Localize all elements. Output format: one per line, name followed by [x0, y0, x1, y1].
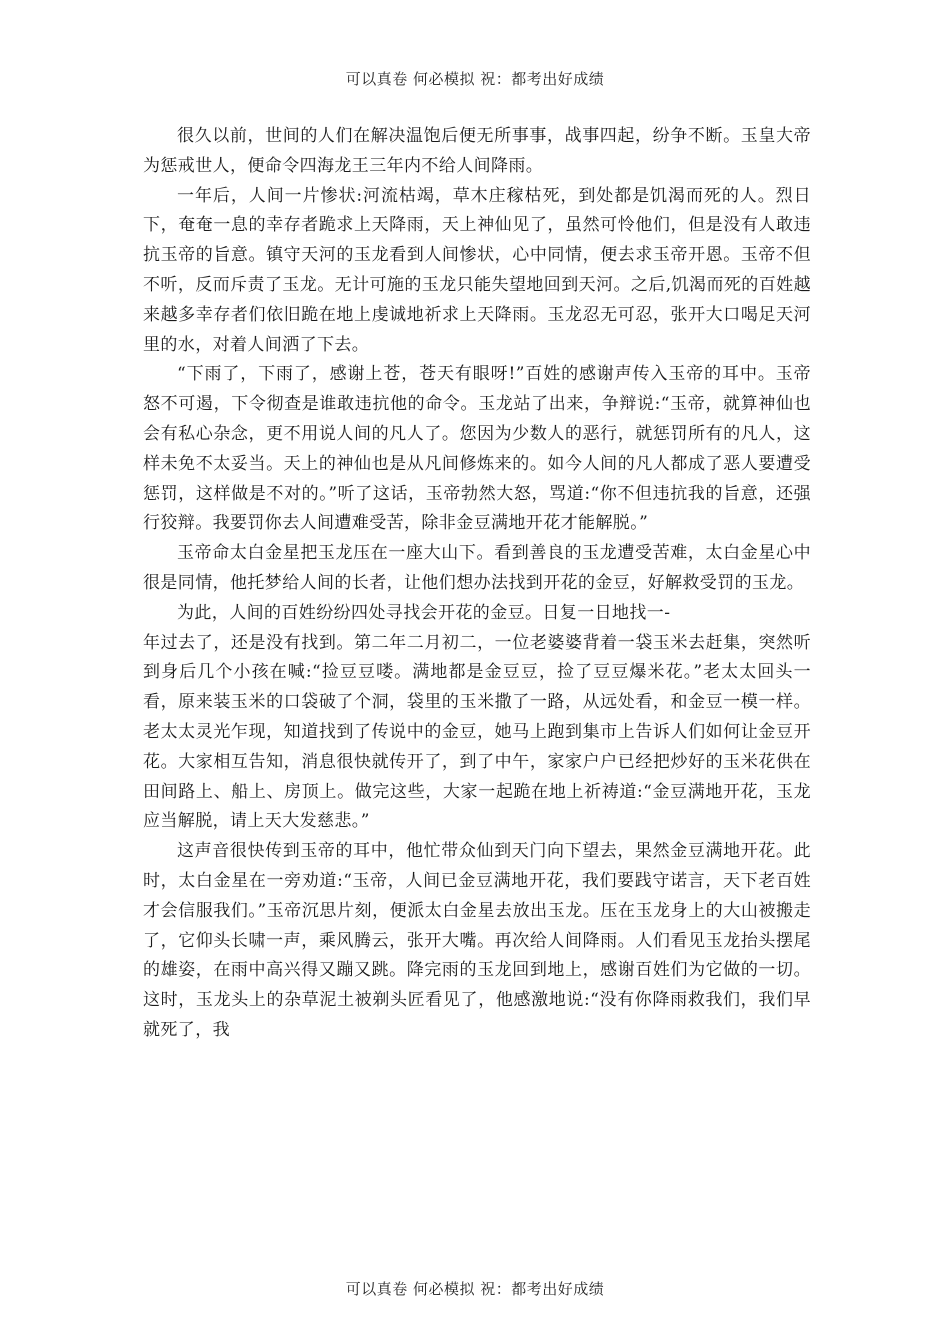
page-footer: 可以真卷 何必模拟 祝：都考出好成绩: [345, 1280, 605, 1298]
paragraph-4: 玉帝命太白金星把玉龙压在一座大山下。看到善良的玉龙遭受苦难，太白金星心中很是同情，他托梦给人间的长者，让他们想办法找到开花的金豆，好解救受罚的玉龙。: [143, 543, 811, 593]
paragraph-3: “下雨了，下雨了，感谢上苍，苍天有眼呀!”百姓的感谢声传入玉帝的耳中。玉帝怒不可遏，下令彻查是谁敢违抗他的命令。玉龙站了出来，争辩说:“玉帝，就算神仙也会有私心杂念，更不用说人间的凡人了。您因为少数人的恶行，就惩罚所有的凡人，这样未免不太妥当。天上的神仙也是从凡间修炼来的。如今人间的凡人都成了恶人要遭受惩罚，这样做是不对的。”听了这话，玉帝勃然大怒，骂道:“你不但违抗我的旨意，还强行狡辩。我要罚你去人间遭难受苦，除非金豆满地开花才能解脱。”: [143, 364, 811, 534]
paragraph-6: 年过去了，还是没有找到。第二年二月初二，一位老婆婆背着一袋玉米去赶集，突然听到身后几个小孩在喊:“捡豆豆喽。满地都是金豆豆，捡了豆豆爆米花。”老太太回头一看，原来装玉米的口袋破了个洞，袋里的玉米撒了一路，从远处看，和金豆一模一样。老太太灵光乍现，知道找到了传说中的金豆，她马上跑到集市上告诉人们如何让金豆开花。大家相互告知，消息很快就传开了，到了中午，家家户户已经把炒好的玉米花供在田间路上、船上、房顶上。做完这些，大家一起跪在地上祈祷道:“金豆满地开花，玉龙应当解脱，请上天大发慈悲。”: [143, 632, 811, 832]
story-body: [143, 122, 811, 1046]
paragraph-1: 很久以前，世间的人们在解决温饱后便无所事事，战事四起，纷争不断。玉皇大帝为惩戒世人，便命令四海龙王三年内不给人间降雨。: [143, 126, 811, 176]
page-header: 可以真卷 何必模拟 祝：都考出好成绩: [345, 70, 605, 88]
paragraph-2: 一年后，人间一片惨状:河流枯竭，草木庄稼枯死，到处都是饥渴而死的人。烈日下，奄奄一息的幸存者跪求上天降雨，天上神仙见了，虽然可怜他们，但是没有人敢违抗玉帝的旨意。镇守天河的玉龙看到人间惨状，心中同情，便去求玉帝开恩。玉帝不但不听，反而斥责了玉龙。无计可施的玉龙只能失望地回到天河。之后,饥渴而死的百姓越来越多幸存者们依旧跪在地上虔诚地祈求上天降雨。玉龙忍无可忍，张开大口喝足天河里的水，对着人间洒了下去。: [143, 185, 811, 355]
paragraph-7: 这声音很快传到玉帝的耳中，他忙带众仙到天门向下望去，果然金豆满地开花。此时，太白金星在一旁劝道:“玉帝，人间已金豆满地开花，我们要践守诺言，天下老百姓才会信服我们。”玉帝沉思片刻，便派太白金星去放出玉龙。压在玉龙身上的大山被搬走了，它仰头长啸一声，乘风腾云，张开大嘴。再次给人间降雨。人们看见玉龙抬头摆尾的雄姿，在雨中高兴得又蹦又跳。降完雨的玉龙回到地上，感谢百姓们为它做的一切。这时，玉龙头上的杂草泥土被剃头匠看见了，他感激地说:“没有你降雨救我们，我们早就死了，我: [143, 841, 811, 1040]
paragraph-5: 为此，人间的百姓纷纷四处寻找会开花的金豆。日复一日地找一-: [177, 602, 671, 623]
